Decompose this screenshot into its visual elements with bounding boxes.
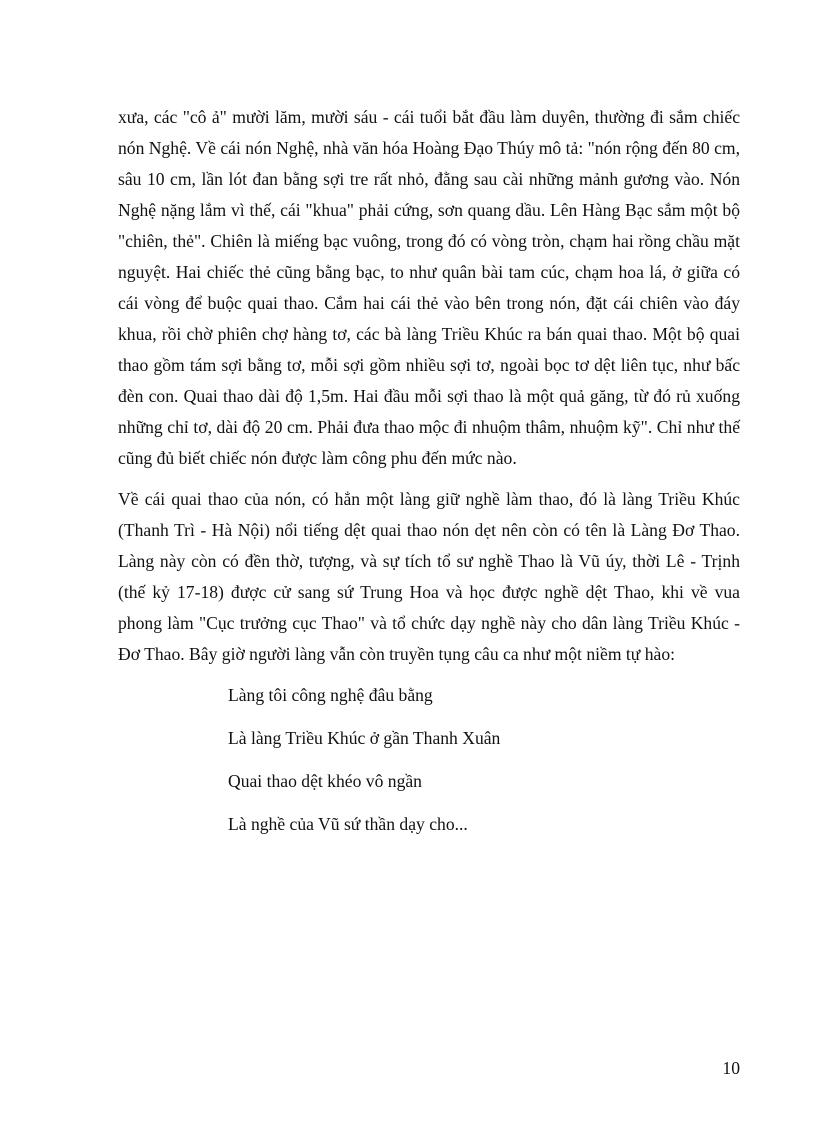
body-text bbox=[118, 102, 740, 852]
verse-line-1: Làng tôi công nghệ đâu bằng bbox=[228, 685, 433, 705]
verse-line-2: Là làng Triều Khúc ở gần Thanh Xuân bbox=[228, 728, 501, 748]
verse bbox=[228, 680, 740, 840]
paragraph-1: xưa, các "cô ả" mười lăm, mười sáu - cái tuổi bắt đầu làm duyên, thường đi sắm chiếc nón Nghệ. Về cái nón Nghệ, nhà văn hóa Hoàng Đạo Thúy mô tả: "nón rộng đến 80 cm, sâu 10 cm, lần lót đan bằng sợi tre rất nhỏ, đằng sau cài những mảnh gương vào. Nón Nghệ nặng lắm vì thế, cái "khua" phải cứng, sơn quang dầu. Lên Hàng Bạc sắm một bộ "chiên, thẻ". Chiên là miếng bạc vuông, trong đó có vòng tròn, chạm hai rồng chầu mặt nguyệt. Hai chiếc thẻ cũng bằng bạc, to như quân bài tam cúc, chạm hoa lá, ở giữa có cái vòng để buộc quai thao. Cắm hai cái thẻ vào bên trong nón, đặt cái chiên vào đáy khua, rồi chờ phiên chợ hàng tơ, các bà làng Triều Khúc ra bán quai thao. Một bộ quai thao gồm tám sợi bằng tơ, mỗi sợi gồm nhiều sợi tơ, ngoài bọc tơ dệt liên tục, như bấc đèn con. Quai thao dài độ 1,5m. Hai đầu mỗi sợi thao là một quả găng, từ đó rủ xuống những chỉ tơ, dài độ 20 cm. Phải đưa thao mộc đi nhuộm thâm, nhuộm kỹ". Chỉ như thế cũng đủ biết chiếc nón được làm công phu đến mức nào. bbox=[118, 107, 740, 468]
verse-line-4: Là nghề của Vũ sứ thần dạy cho... bbox=[228, 814, 468, 834]
verse-line-3: Quai thao dệt khéo vô ngần bbox=[228, 771, 422, 791]
page-number: 10 bbox=[722, 1058, 740, 1078]
paragraph-2: Về cái quai thao của nón, có hẳn một làng giữ nghề làm thao, đó là làng Triều Khúc (Thanh Trì - Hà Nội) nổi tiếng dệt quai thao nón dẹt nên còn có tên là Làng Đơ Thao. Làng này còn có đền thờ, tượng, và sự tích tổ sư nghề Thao là Vũ úy, thời Lê - Trịnh (thế kỷ 17-18) được cử sang sứ Trung Hoa và học được nghề dệt Thao, khi về vua phong làm "Cục trưởng cục Thao" và tổ chức dạy nghề này cho dân làng Triều Khúc - Đơ Thao. Bây giờ người làng vẫn còn truyền tụng câu ca như một niềm tự hào: bbox=[118, 489, 740, 664]
